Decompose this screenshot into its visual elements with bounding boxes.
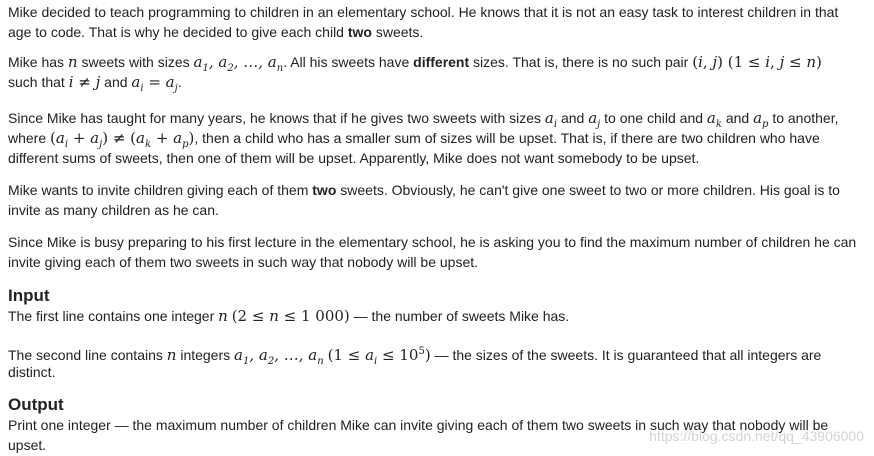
text-line — [8, 108, 868, 128]
text-line: invite as many children as he can. — [8, 202, 219, 218]
math-ak: $a_k$ — [706, 109, 722, 130]
math-ai: $a_i$ — [544, 109, 558, 130]
input-line-1 — [8, 306, 868, 326]
text: such that — [8, 74, 69, 90]
text: sweets with sizes — [77, 54, 194, 70]
input-line-2 — [8, 342, 868, 382]
text: and — [557, 110, 589, 126]
bold-text: two — [312, 182, 337, 198]
paragraph-task — [8, 232, 868, 272]
text: integers — [176, 347, 235, 363]
text-line — [8, 52, 868, 72]
paragraph-goal — [8, 180, 868, 220]
paragraph-rule — [8, 108, 868, 168]
text-line — [8, 342, 868, 367]
text-line: upset. — [8, 437, 47, 453]
bold-text: different — [413, 54, 470, 70]
math-pair: (i, j) (1 ≤ i, j ≤ n) — [692, 53, 822, 71]
math-constraint: $(1 \le a_i \le 10^5)$ — [327, 346, 431, 367]
text: and — [721, 110, 754, 126]
text-line: such that i ≠ j and $a_i = a_j$. — [8, 73, 182, 94]
math-eq: $a_i = a_j$ — [131, 73, 178, 94]
text-line: distinct. — [8, 364, 56, 380]
text: Since Mike has taught for many years, he knows that if he gives two sweets with sizes — [8, 110, 545, 126]
text: . All his sweets have — [283, 54, 414, 70]
text-line — [8, 306, 868, 326]
math-aj: $a_j$ — [588, 109, 601, 130]
math-ap: $a_p$ — [753, 109, 769, 130]
text-line — [8, 128, 868, 148]
text: sweets. Obviously, he can't give one sweet to two or more children. His goal is to — [336, 182, 840, 198]
math-inequality: $(a_i + a_j) \ne (a_k + a_p)$ — [50, 129, 195, 150]
text: — the number of sweets Mike has. — [349, 308, 570, 324]
math-n: n — [218, 307, 228, 325]
text: The first line contains one integer — [8, 308, 219, 324]
bold-text: two — [347, 24, 372, 40]
text: to another, — [768, 110, 839, 126]
math-sequence: $a_1$, $a_2$, …, $a_n$ — [234, 346, 324, 367]
text: sweets. — [371, 24, 424, 40]
text: to one child and — [600, 110, 707, 126]
text-line — [8, 180, 868, 200]
paragraph-sweets — [8, 52, 868, 92]
input-heading: Input — [8, 286, 50, 305]
math-constraint: (2 ≤ n ≤ 1 000) — [231, 307, 350, 325]
paragraph-intro — [8, 2, 868, 42]
math-sequence: $a_1$, $a_2$, …, $a_n$ — [193, 53, 284, 74]
text: Mike wants to invite children giving each of them — [8, 182, 313, 198]
text-line: Since Mike is busy preparing to his first lecture in the elementary school, he is asking you to find the maximum number of children he can — [8, 234, 857, 250]
output-heading: Output — [8, 395, 64, 414]
text: , then a child who has a smaller sum of sizes will be upset. That is, if there are two children who have — [194, 130, 820, 146]
math-neq: i ≠ j — [68, 73, 101, 91]
text-line: Mike decided to teach programming to children in an elementary school. He knows that it is not an easy task to interest children in that — [8, 4, 839, 20]
text-line — [8, 22, 868, 42]
text: where — [8, 130, 51, 146]
text-line: Print one integer — the maximum number of children Mike can invite giving each of them two sweets in such way that nobody will be — [8, 417, 829, 433]
text: age to code. That is why he decided to give each child — [8, 24, 348, 40]
math-n: n — [67, 53, 78, 71]
text-line: different sums of sweets, then one of them will be upset. Apparently, Mike does not want somebody to be upset. — [8, 150, 700, 166]
math-n: n — [166, 346, 177, 364]
text: sizes. That is, there is no such pair — [469, 54, 693, 70]
text-line: invite giving each of them two sweets in such way that nobody will be upset. — [8, 254, 479, 270]
text: — the sizes of the sweets. It is guaranteed that all integers are — [430, 347, 822, 363]
text: and — [100, 74, 132, 90]
watermark: https://blog.csdn.net/qq_43906000 — [649, 428, 864, 444]
text: Mike has — [8, 54, 68, 70]
text: The second line contains — [8, 347, 167, 363]
